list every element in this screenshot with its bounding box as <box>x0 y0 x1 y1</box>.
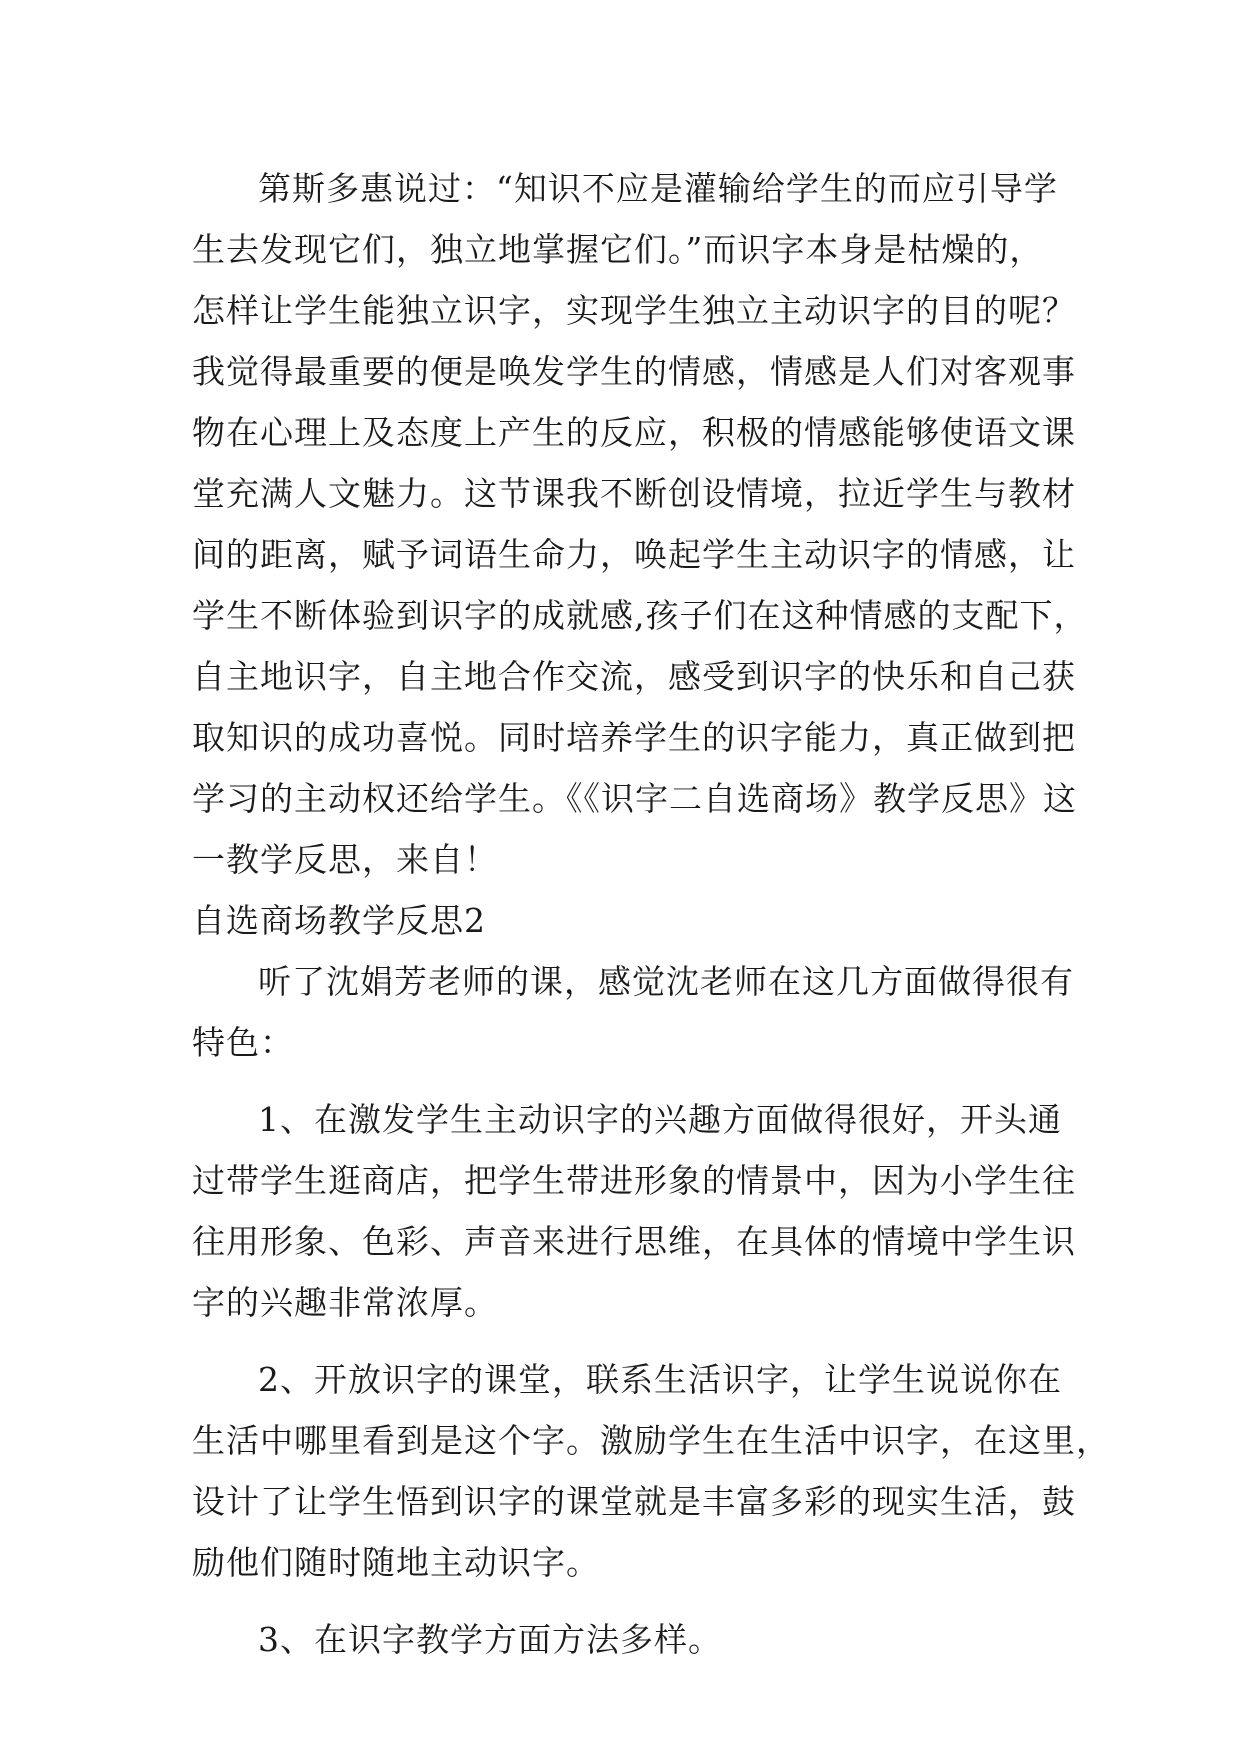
text-line: 学习的主动权还给学生。《《识字二自选商场》教学反思》这 <box>192 779 1077 818</box>
text-line: 怎样让学生能独立识字，实现学生独立主动识字的目的呢？ <box>192 291 1076 330</box>
text-line: 取知识的成功喜悦。同时培养学生的识字能力，真正做到把 <box>192 718 1076 757</box>
section-heading: 自选商场教学反思2 <box>192 901 486 940</box>
paragraph-1 <box>192 158 1088 890</box>
text-line: 学生不断体验到识字的成就感,孩子们在这种情感的支配下， <box>192 596 1088 635</box>
text-line: 物在心理上及态度上产生的反应，积极的情感能够使语文课 <box>192 413 1076 452</box>
text-line: 设计了让学生悟到识字的课堂就是丰富多彩的现实生活，鼓 <box>192 1482 1076 1521</box>
text-line: 一教学反思，来自！ <box>192 840 498 879</box>
text-line: 堂充满人文魅力。这节课我不断创设情境，拉近学生与教材 <box>192 474 1076 513</box>
text-line: 字的兴趣非常浓厚。 <box>192 1283 498 1322</box>
paragraph-5 <box>192 1609 1052 1670</box>
text-line: 生活中哪里看到是这个字。激励学生在生活中识字，在这里， <box>192 1421 1110 1460</box>
text-line: 自主地识字，自主地合作交流，感受到识字的快乐和自己获 <box>192 657 1076 696</box>
text-line: 听了沈娟芳老师的课，感觉沈老师在这几方面做得很有 <box>258 962 1074 1001</box>
text-line: 特色： <box>192 1023 294 1062</box>
text-line: 励他们随时随地主动识字。 <box>192 1543 600 1582</box>
text-line: 3、在识字教学方面方法多样。 <box>258 1620 722 1659</box>
document-body <box>192 158 1110 1670</box>
paragraph-4 <box>192 1349 1110 1593</box>
text-line: 往用形象、色彩、声音来进行思维，在具体的情境中学生识 <box>192 1222 1076 1261</box>
text-line: 我觉得最重要的便是唤发学生的情感，情感是人们对客观事 <box>192 352 1076 391</box>
text-line: 过带学生逛商店，把学生带进形象的情景中，因为小学生往 <box>192 1161 1076 1200</box>
text-line: 2、开放识字的课堂，联系生活识字，让学生说说你在 <box>258 1360 1062 1399</box>
text-line: 第斯多惠说过：“知识不应是灌输给学生的而应引导学 <box>258 169 1058 208</box>
text-line: 1、在激发学生主动识字的兴趣方面做得很好，开头通 <box>258 1100 1062 1139</box>
text-line: 间的距离，赋予词语生命力，唤起学生主动识字的情感，让 <box>192 535 1076 574</box>
paragraph-3 <box>192 1089 1076 1333</box>
text-line: 生去发现它们，独立地掌握它们。”而识字本身是枯燥的， <box>192 230 1044 269</box>
paragraph-2 <box>192 951 1074 1073</box>
